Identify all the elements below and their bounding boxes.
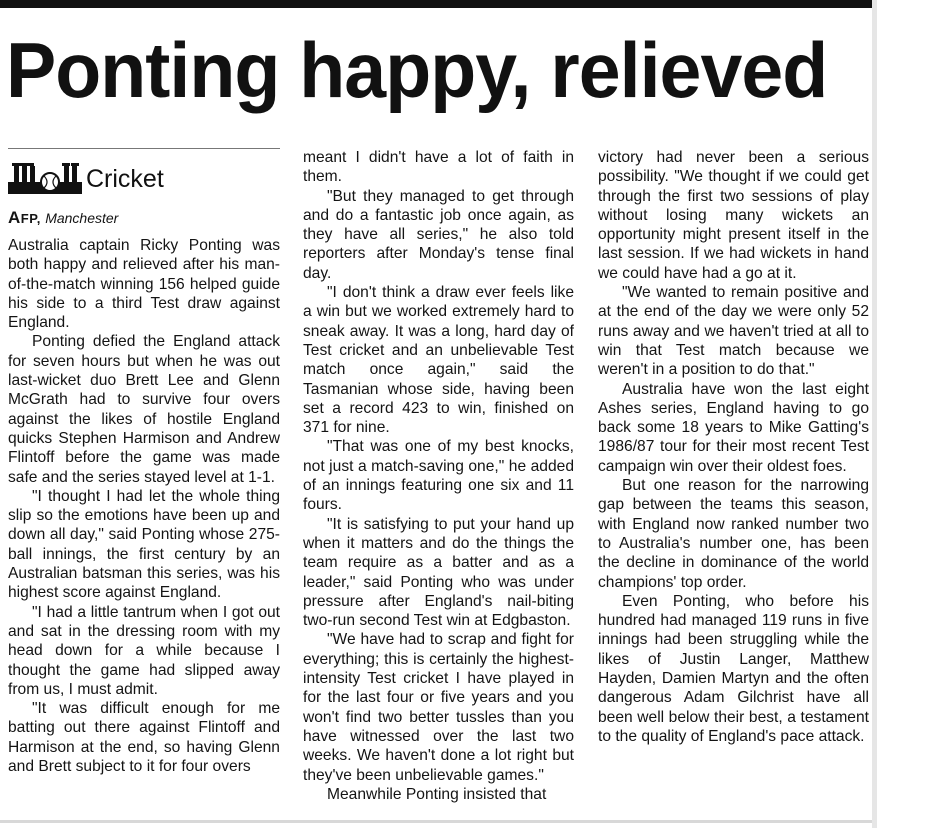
page-edge-shadow (872, 0, 877, 828)
section-kicker (8, 148, 280, 194)
section-label: Cricket (86, 165, 164, 193)
paragraph: "We have had to scrap and fight for everything; this is certainly the highest-intensity Test cricket I have played in for the last four or five years and you won't find two better tussles than you have witnessed over the last two weeks. We haven't done a lot right but they've been unbelievable games." (303, 631, 574, 784)
paragraph: "That was one of my best knocks, not just a match-saving one," he added of an innings featuring one six and 11 fours. (303, 438, 574, 514)
paragraph: Australia have won the last eight Ashes series, England having to go back some 18 years to Mike Gatting's 1986/87 tour for their most recent Test campaign win over their oldest foes. (598, 380, 869, 475)
paragraph: Australia captain Ricky Ponting was both happy and relieved after his man-of-the-match winning 156 helped guide his side to a third Test draw against England. (8, 237, 280, 332)
paragraph: "I don't think a draw ever feels like a win but we worked extremely hard to sneak away. It was a long, hard day of Test cricket and an unbelievable Test match once again," said the Tasmanian whose side, having been set a record 423 to win, finished on 371 for nine. (303, 284, 574, 437)
paragraph: Ponting defied the England attack for seven hours but when he was out last-wicket duo Brett Lee and Glenn McGrath had to survive four overs against the likes of hostile England quicks Stephen Harmison and Andrew Flintoff before the game was made safe and the series stayed level at 1-1. (8, 333, 280, 486)
paragraph: But one reason for the narrowing gap between the teams this season, with England now ranked number two to Australia's number one, has been the decline in dominance of the world champions' top order. (598, 477, 869, 591)
paragraph: "I thought I had let the whole thing slip so the emotions have been up and down all day," said Ponting whose 275-ball innings, the first century by an Australian batsman this series, was his highest score against England. (8, 487, 280, 602)
paragraph-continued: victory had never been a serious possibility. "We thought if we could get through the first two sessions of play without losing many wickets an opportunity might present itself in the last session. If we had wickets in hand we could have had a go at it. (598, 149, 869, 282)
cricket-stumps-ball-icon (8, 160, 82, 194)
top-rule (0, 0, 872, 8)
paragraph-continued: meant I didn't have a lot of faith in them. (303, 149, 574, 186)
paragraph: Even Ponting, who before his hundred had managed 119 runs in five innings had been struggling while the likes of Justin Langer, Matthew Hayden, Damien Martyn and the often dangerous Adam Gilchrist have all been well below their best, a testament to the quality of England's pace attack. (598, 592, 869, 745)
bottom-rule (0, 820, 872, 823)
paragraph: "We wanted to remain positive and at the end of the day we were only 52 runs away and we haven't tried at all to win that Test match because we weren't in a position to do that." (598, 284, 869, 379)
article-column-2 (303, 148, 574, 820)
article-column-3 (598, 148, 869, 820)
paragraph: Meanwhile Ponting insisted that (327, 785, 547, 803)
article-column-1 (8, 148, 280, 820)
paragraph: "But they managed to get through and do a fantastic job once again, as they have all series," he also told reporters after Monday's tense final day. (303, 187, 574, 282)
paragraph: "It is satisfying to put your hand up when it matters and do the things the team require as a batter and as a leader," said Ponting who was under pressure after England's nail-biting two-run second Test win at Edgbaston. (303, 515, 574, 630)
byline-location: Manchester (45, 210, 119, 226)
paragraph: "It was difficult enough for me batting out there against Flintoff and Harmison at the end, so having Glenn and Brett subject to it for four overs (8, 700, 280, 776)
byline (8, 202, 280, 236)
paragraph: "I had a little tantrum when I got out and sat in the dressing room with my head down for a while because I thought the game had slipped away from us, I must admit. (8, 603, 280, 698)
headline: Ponting happy, relieved (6, 26, 828, 114)
byline-agency: AFP, (8, 208, 41, 227)
